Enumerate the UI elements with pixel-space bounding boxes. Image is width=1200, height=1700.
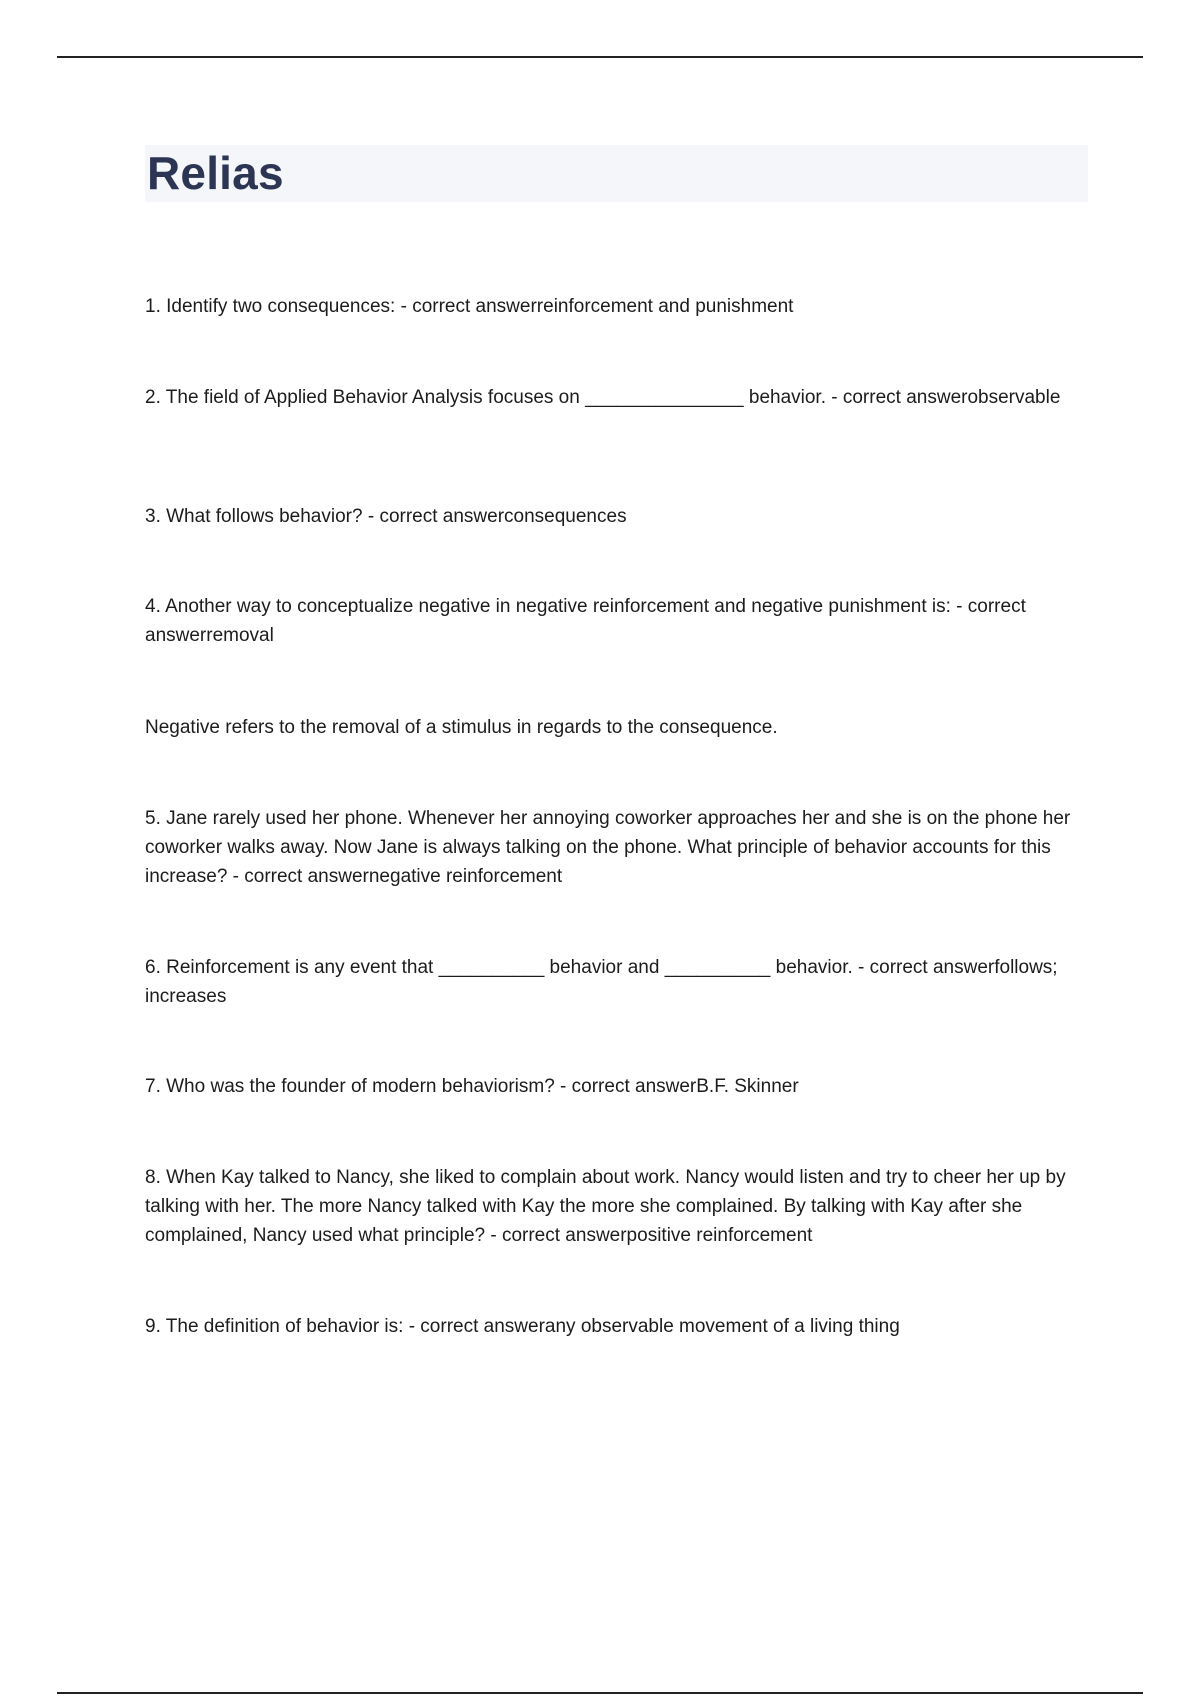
question-2: 2. The field of Applied Behavior Analysis focuses on _______________ behavior. - correct answerobservable [145,387,1061,408]
question-7: 7. Who was the founder of modern behaviorism? - correct answerB.F. Skinner [145,1076,799,1097]
bottom-divider [57,1692,1143,1694]
question-4-note: Negative refers to the removal of a stimulus in regards to the consequence. [145,717,778,738]
question-8: 8. When Kay talked to Nancy, she liked to complain about work. Nancy would listen and try to cheer her up by talking with her. The more Nancy talked with Kay the more she complained. By talking with Kay after she complained, Nancy used what principle? - correct answerpositive reinforcement [145,1167,1066,1246]
question-3: 3. What follows behavior? - correct answerconsequences [145,506,627,527]
title-background [145,145,1088,202]
question-9: 9. The definition of behavior is: - correct answerany observable movement of a living thing [145,1316,900,1337]
question-5: 5. Jane rarely used her phone. Whenever her annoying coworker approaches her and she is on the phone her coworker walks away. Now Jane is always talking on the phone. What principle of behavior accounts for this increase? - correct answernegative reinforcement [145,808,1071,887]
page-title: Relias [147,147,284,199]
top-divider [57,56,1143,58]
question-6: 6. Reinforcement is any event that __________ behavior and __________ behavior. - correct answerfollows; increases [145,957,1058,1007]
question-4: 4. Another way to conceptualize negative in negative reinforcement and negative punishment is: - correct answerremoval [145,596,1026,646]
question-1: 1. Identify two consequences: - correct answerreinforcement and punishment [145,296,794,317]
